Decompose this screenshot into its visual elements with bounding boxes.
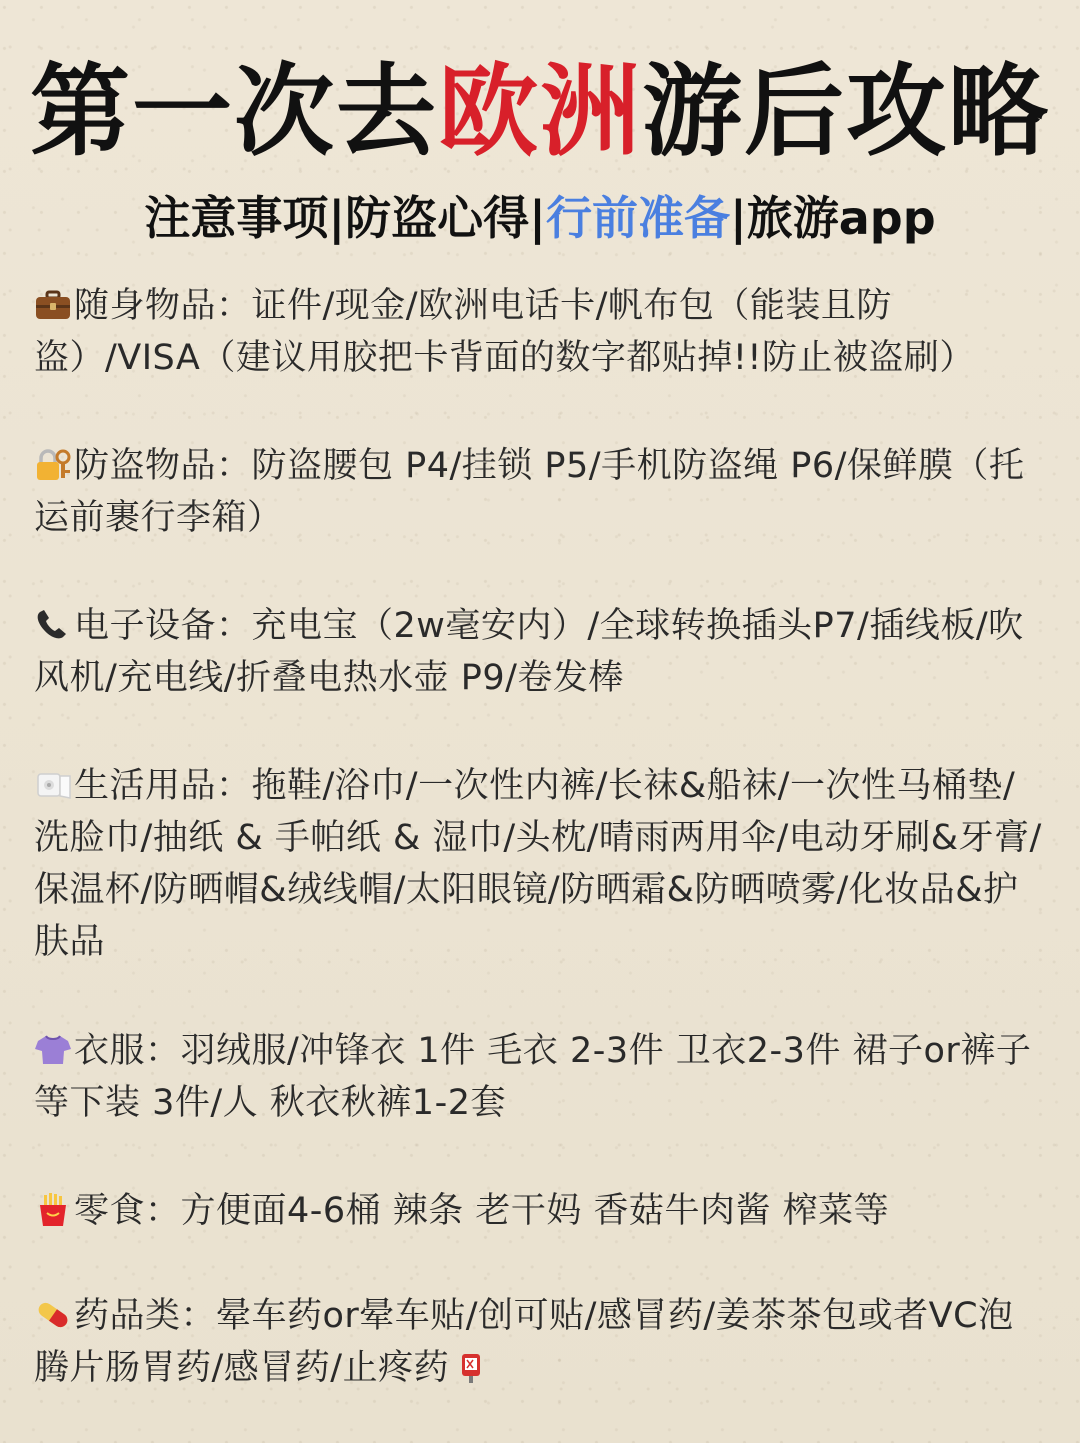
section-text: 药品类：晕车药or晕车贴/创可贴/感冒药/姜茶茶包或者VC泡腾片肠胃药/感冒药/止疼药 bbox=[34, 1296, 1014, 1388]
page-title bbox=[0, 52, 1080, 172]
subtitle-part2: |旅游app bbox=[729, 191, 936, 245]
subtitle-highlight: 行前准备 bbox=[545, 191, 730, 245]
subtitle-part1: 注意事项|防盗心得| bbox=[144, 191, 546, 245]
tshirt-icon bbox=[34, 1033, 72, 1067]
briefcase-icon bbox=[34, 288, 72, 322]
title-part2: 游后攻略 bbox=[642, 53, 1050, 170]
postbox-icon bbox=[455, 1352, 487, 1384]
section-medicine bbox=[34, 1290, 1049, 1394]
section-electronics bbox=[34, 600, 1049, 704]
section-text: 随身物品：证件/现金/欧洲电话卡/帆布包（能装且防盗）/VISA（建议用胶把卡背面的数字都贴掉!!防止被盗刷） bbox=[34, 286, 975, 378]
section-clothes bbox=[34, 1025, 1049, 1129]
section-daily-items bbox=[34, 760, 1049, 968]
section-text: 衣服：羽绒服/冲锋衣 1件 毛衣 2-3件 卫衣2-3件 裙子or裤子等下装 3件/人 秋衣秋裤1-2套 bbox=[34, 1031, 1032, 1123]
pill-icon bbox=[34, 1298, 72, 1332]
section-snacks bbox=[34, 1185, 1049, 1237]
section-text: 电子设备：充电宝（2w毫安内）/全球转换插头P7/插线板/吹风机/充电线/折叠电热水壶 P9/卷发棒 bbox=[34, 606, 1024, 698]
page-subtitle bbox=[0, 188, 1080, 248]
french-fries-icon bbox=[34, 1193, 72, 1227]
title-part1: 第一次去 bbox=[30, 53, 438, 170]
section-text: 零食：方便面4-6桶 辣条 老干妈 香菇牛肉酱 榨菜等 bbox=[74, 1191, 890, 1231]
toilet-paper-icon bbox=[34, 768, 72, 802]
title-highlight: 欧洲 bbox=[438, 53, 642, 170]
section-carry-on bbox=[34, 280, 1049, 384]
section-anti-theft bbox=[34, 440, 1049, 544]
lock-with-key-icon bbox=[34, 448, 72, 482]
section-text: 生活用品：拖鞋/浴巾/一次性内裤/长袜&船袜/一次性马桶垫/洗脸巾/抽纸 & 手帕纸 & 湿巾/头枕/晴雨两用伞/电动牙刷&牙膏/保温杯/防晒帽&绒线帽/太阳眼镜/防晒霜&防晒喷雾/化妆品&护肤品 bbox=[34, 766, 1042, 962]
section-text: 防盗物品：防盗腰包 P4/挂锁 P5/手机防盗绳 P6/保鲜膜（托运前裹行李箱） bbox=[34, 446, 1025, 538]
telephone-icon bbox=[34, 608, 72, 642]
